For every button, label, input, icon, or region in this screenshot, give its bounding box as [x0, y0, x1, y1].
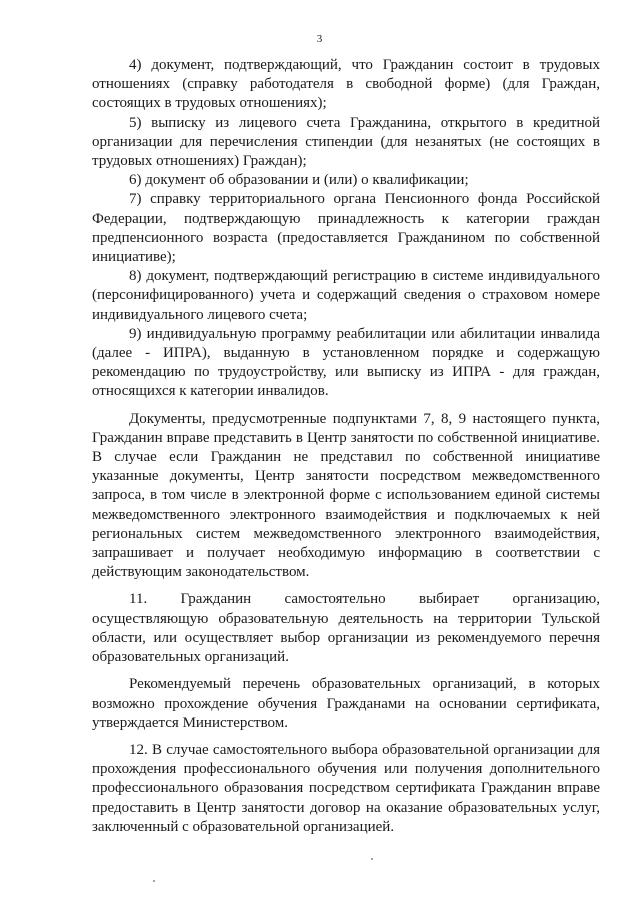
- scan-speck: [153, 880, 155, 882]
- paragraph-item-4: 4) документ, подтверждающий, что Гражданин состоит в трудовых отношениях (справку работодателя в свободной форме) (для Граждан, состоящих в трудовых отношениях);: [92, 57, 600, 112]
- paragraph-clause-11: 11. Гражданин самостоятельно выбирает организацию, осуществляющую образовательную деятельность на территории Тульской области, или осуществляет выбор организации из рекомендуемого перечня образовательных организаций.: [92, 591, 600, 666]
- paragraph-item-7: 7) справку территориального органа Пенсионного фонда Российской Федерации, подтверждающую принадлежность к категории граждан предпенсионного возраста (предоставляется Гражданином по собственной инициативе);: [92, 191, 600, 266]
- paragraph-clause-12: 12. В случае самостоятельного выбора образовательной организации для прохождения профессионального обучения или получения дополнительного профессионального образования посредством сертификата Гражданин вправе предоставить в Центр занятости договор на оказание образовательных услуг, заключенный с образовательной организацией.: [92, 741, 600, 835]
- paragraph-item-6: 6) документ об образовании и (или) о квалификации;: [129, 172, 469, 189]
- paragraph-documents-note: Документы, предусмотренные подпунктами 7, 8, 9 настоящего пункта, Гражданин вправе представить в Центр занятости по собственной инициативе. В случае если Гражданин не представил по собственной инициативе указанные документы, Центр занятости посредством межведомственного запроса, в том числе в электронной форме с использованием единой системы межведомственного электронного взаимодействия и подключаемых к ней региональных систем межведомственного электронного взаимодействия, запрашивает и получает необходимую информацию в соответствии с действующим законодательством.: [92, 410, 600, 581]
- paragraph-item-5: 5) выписку из лицевого счета Гражданина, открытого в кредитной организации для перечисления стипендии (для незанятых (не состоящих в трудовых отношениях) Граждан);: [92, 114, 600, 170]
- paragraph-item-8: 8) документ, подтверждающий регистрацию в системе индивидуального (персонифицированного) учета и содержащий сведения о страховом номере индивидуального лицевого счета;: [92, 268, 600, 323]
- scan-speck: [371, 858, 373, 860]
- paragraph-item-9: 9) индивидуальную программу реабилитации или абилитации инвалида (далее - ИПРА), выданную в установленном порядке и содержащую рекомендацию по трудоустройству, или выписку из ИПРА - для граждан, относящихся к категории инвалидов.: [92, 325, 600, 400]
- page-number: 3: [316, 33, 323, 45]
- paragraph-recommended-list: Рекомендуемый перечень образовательных организаций, в которых возможно прохождение обучения Гражданами на основании сертификата, утверждается Министерством.: [92, 676, 600, 731]
- document-body: [92, 56, 600, 837]
